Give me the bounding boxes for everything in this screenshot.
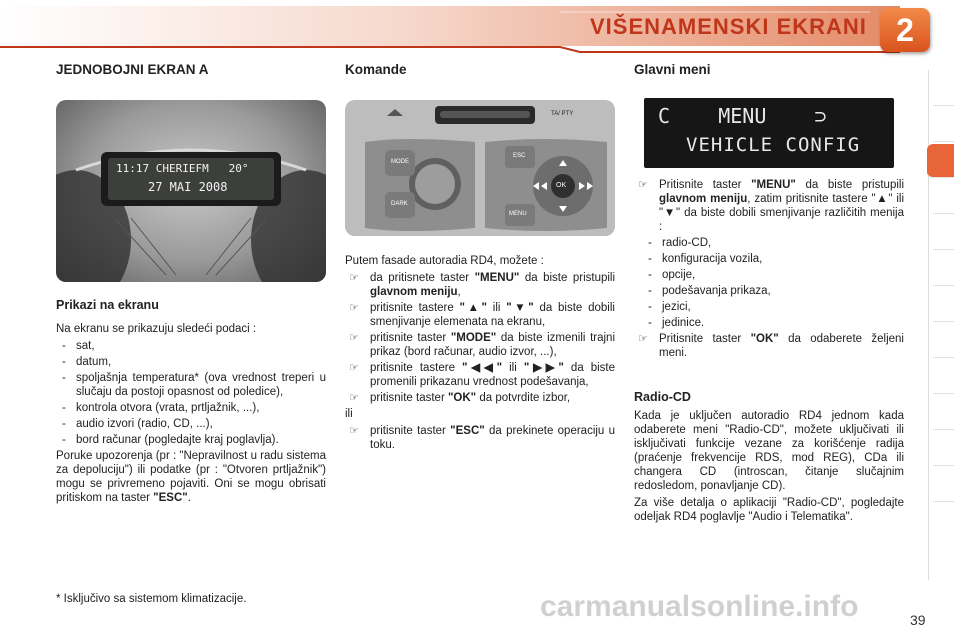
- menu-option: - jezici,: [634, 300, 904, 314]
- display-info-text: [56, 322, 326, 508]
- list-item: - sat,: [56, 339, 326, 353]
- menu-button[interactable]: MENU: [509, 211, 527, 217]
- pointing-hand-icon: ☞: [349, 425, 359, 437]
- menu-option: - opcije,: [634, 268, 904, 282]
- list-item: ☞ pritisnite tastere "◀◀" ili "▶▶" da biste promenili prikazanu vrednost podešavanja,: [349, 362, 616, 388]
- pointing-hand-icon: ☞: [349, 392, 359, 404]
- control-panel-illustration: [345, 100, 615, 236]
- page-header: [0, 0, 960, 60]
- list-item: - spoljašnja temperatura* (ova vrednost treperi u slučaju da postoji opasnost od poledice),: [56, 371, 326, 399]
- menu-option: - radio-CD,: [634, 236, 904, 250]
- page-title: VIŠENAMENSKI EKRANI: [590, 14, 867, 39]
- chapter-tab[interactable]: [933, 286, 954, 322]
- pointing-hand-icon: ☞: [349, 302, 359, 314]
- controls-list: [345, 271, 615, 405]
- ta-pty-label: TA/ PTY: [551, 111, 574, 117]
- chapter-tab[interactable]: [933, 106, 954, 142]
- esc-button[interactable]: ESC: [513, 153, 526, 159]
- ok-button[interactable]: OK: [556, 182, 567, 189]
- list-item: ☞ pritisnite taster "MODE" da biste izmenili trajni prikaz (bord računar, audio izvor, ...),: [349, 332, 615, 358]
- section-heading-main-menu: Glavni meni: [634, 62, 711, 77]
- or-text: ili: [345, 408, 353, 420]
- chapter-tab[interactable]: [933, 394, 954, 430]
- main-menu-text: [634, 178, 904, 362]
- section-heading-controls: Komande: [345, 62, 407, 77]
- chapter-tabs: [928, 70, 954, 580]
- list-item: - datum,: [56, 355, 326, 369]
- list-item: - audio izvori (radio, CD, ...),: [56, 417, 326, 431]
- chapter-tab[interactable]: [933, 178, 954, 214]
- radio-cd-text: [634, 409, 904, 527]
- display-info-intro: Na ekranu se prikazuju sledeći podaci :: [56, 323, 257, 335]
- list-item: - bord računar (pogledajte kraj poglavlja).: [56, 433, 326, 447]
- list-item: ☞ Pritisnite taster "MENU" da biste pristupili glavnom meniju, zatim pritisnite tastere "▲" ili "▼" da biste dobili smenjivanje različitih menija :: [638, 179, 904, 233]
- pointing-hand-icon: ☞: [349, 332, 359, 344]
- screen-line-1: 11:17 CHERIEFM 20°: [116, 162, 249, 175]
- controls-text: [345, 254, 615, 454]
- watermark: carmanualsonline.info: [540, 590, 859, 623]
- menu-screen: [644, 98, 894, 168]
- radio-cd-paragraph-1: Kada je uključen autoradio RD4 jednom kada odaberete meni "Radio-CD", možete uključivati ili isključivati funkcije vezane za korišćenje radija (praćenje frekvencije RDS, mod REG), CDa ili changera CD (introscan, čitanje slučajnim redosledom, ponavljanje CD).: [634, 410, 904, 492]
- menu-option: - podešavanja prikaza,: [634, 284, 904, 298]
- page-number: 39: [910, 612, 926, 628]
- warning-paragraph: Poruke upozorenja (pr : "Nepravilnost u radu sistema za depoluciju") ili podatke (pr : "Otvoren prtljažnik") mogu se privremeno pojaviti. Oni se mogu obrisati pritiskom na taster "ESC".: [56, 450, 326, 504]
- menu-screen-line-2: VEHICLE CONFIG: [686, 134, 861, 156]
- menu-options-list: [634, 236, 904, 330]
- dark-button[interactable]: DARK: [391, 201, 408, 207]
- main-menu-list: [634, 178, 904, 234]
- chapter-tab[interactable]: [933, 466, 954, 502]
- chapter-tab[interactable]: [933, 358, 954, 394]
- list-item: ☞ pritisnite taster "OK" da potvrdite izbor,: [349, 392, 571, 404]
- radio-cd-paragraph-2: Za više detalja o aplikaciji "Radio-CD", pogledajte odeljak RD4 poglavlje "Audio i Telematika".: [634, 497, 904, 523]
- controls-intro: Putem fasade autoradia RD4, možete :: [345, 255, 544, 267]
- chapter-tab[interactable]: [933, 322, 954, 358]
- pointing-hand-icon: ☞: [349, 272, 359, 284]
- list-item: ☞ pritisnite tastere "▲" ili "▼" da biste dobili smenjivanje elemenata na ekranu,: [349, 302, 615, 328]
- list-item: ☞ da pritisnete taster "MENU" da biste pristupili glavnom meniju,: [349, 272, 616, 298]
- footnote: * Isključivo sa sistemom klimatizacije.: [56, 593, 247, 605]
- dashboard-photo: [56, 100, 326, 282]
- section-heading-display-info: Prikazi na ekranu: [56, 298, 159, 312]
- list-item: ☞ Pritisnite taster "OK" da odaberete željeni meni.: [638, 333, 904, 359]
- section-heading-screen-a: JEDNOBOJNI EKRAN A: [56, 62, 209, 77]
- chapter-tab[interactable]: [933, 430, 954, 466]
- controls-list-2: [345, 424, 615, 452]
- pointing-hand-icon: ☞: [638, 179, 648, 191]
- chapter-tab-active[interactable]: [927, 144, 954, 178]
- chapter-tab[interactable]: [933, 250, 954, 286]
- control-panel-photo: [345, 100, 615, 236]
- chapter-tab[interactable]: [933, 70, 954, 106]
- pointing-hand-icon: ☞: [638, 333, 648, 345]
- menu-option: - jedinice.: [634, 316, 904, 330]
- pointing-hand-icon: ☞: [349, 362, 359, 374]
- menu-option: - konfiguracija vozila,: [634, 252, 904, 266]
- list-item: - kontrola otvora (vrata, prtljažnik, ...),: [56, 401, 326, 415]
- mode-button[interactable]: MODE: [391, 159, 409, 165]
- chapter-badge: 2: [880, 8, 930, 52]
- section-heading-radio-cd: Radio-CD: [634, 390, 691, 404]
- menu-screen-line-1: C MENU ⊃: [658, 104, 827, 128]
- main-menu-list-2: [634, 332, 904, 360]
- chapter-tab[interactable]: [933, 214, 954, 250]
- display-info-list: [56, 339, 326, 447]
- list-item: ☞ pritisnite taster "ESC" da prekinete operaciju u toku.: [349, 425, 615, 451]
- screen-line-2: 27 MAI 2008: [148, 180, 228, 194]
